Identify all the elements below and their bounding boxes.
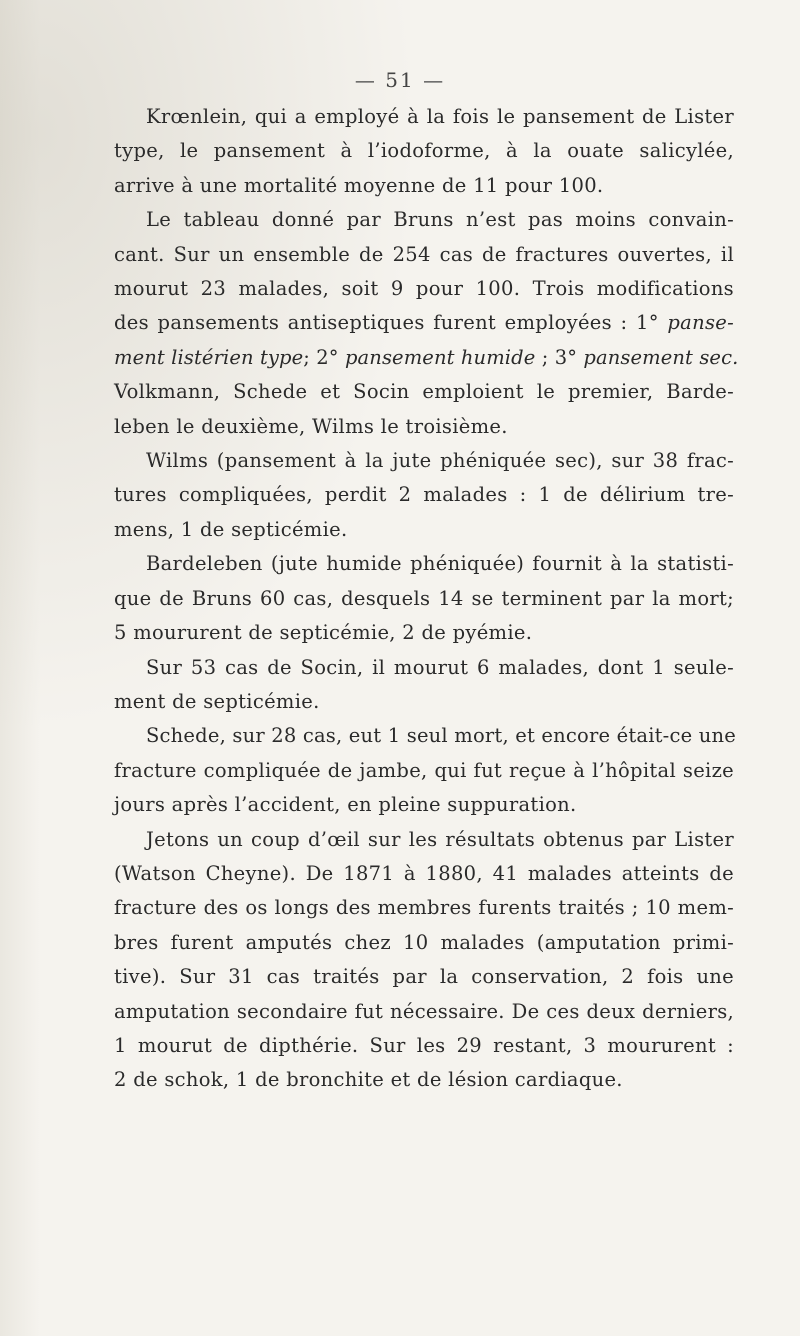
paragraph <box>82 547 734 650</box>
text-line: cant. Sur un ensemble de 254 cas de fractures ouvertes, il <box>114 242 734 266</box>
page-number: — 51 — <box>354 68 446 92</box>
text-line: tures compliquées, perdit 2 malades : 1 de délirium tre- <box>114 483 734 507</box>
body-text <box>82 100 739 1098</box>
text-line: Wilms (pansement à la jute phéniquée sec), sur 38 frac- <box>146 449 734 473</box>
text-line: tive). Sur 31 cas traités par la conservation, 2 fois une <box>114 965 734 989</box>
text-line: mourut 23 malades, soit 9 pour 100. Trois modifications <box>114 277 734 301</box>
text-line: des pansements antiseptiques furent employées : 1° panse- <box>114 311 734 335</box>
text-line: Schede, sur 28 cas, eut 1 seul mort, et encore était-ce une <box>146 724 736 748</box>
text-line: type, le pansement à l’iodoforme, à la ouate salicylée, <box>114 139 734 163</box>
paragraph <box>82 823 734 1098</box>
text-line: Bardeleben (jute humide phéniquée) fournit à la statisti- <box>146 552 734 576</box>
text-line: 1 mourut de dipthérie. Sur les 29 restant, 3 moururent : <box>114 1033 734 1057</box>
text-line: mens, 1 de septicémie. <box>114 517 348 541</box>
paragraph <box>82 444 734 547</box>
text-line: jours après l’accident, en pleine suppuration. <box>114 793 577 817</box>
text-line: que de Bruns 60 cas, desquels 14 se terminent par la mort; <box>114 586 734 610</box>
text-line: Volkmann, Schede et Socin emploient le premier, Barde- <box>114 380 734 404</box>
text-line: Sur 53 cas de Socin, il mourut 6 malades, dont 1 seule- <box>146 655 734 679</box>
text-line: (Watson Cheyne). De 1871 à 1880, 41 malades atteints de <box>114 861 734 885</box>
text-line: leben le deuxième, Wilms le troisième. <box>114 414 508 438</box>
text-line: bres furent amputés chez 10 malades (amputation primi- <box>114 930 734 954</box>
text-line: Le tableau donné par Bruns n’est pas moins convain- <box>146 208 734 232</box>
text-line: ment listérien type; 2° pansement humide ; 3° pansement sec. <box>114 345 739 369</box>
paragraph <box>82 651 734 720</box>
text-line: fracture compliquée de jambe, qui fut reçue à l’hôpital seize <box>114 758 734 782</box>
text-line: fracture des os longs des membres furents traités ; 10 mem- <box>114 896 734 920</box>
text-line: ment de septicémie. <box>114 689 320 713</box>
text-line: Jetons un coup d’œil sur les résultats obtenus par Lister <box>146 827 734 851</box>
text-line: Krœnlein, qui a employé à la fois le pansement de Lister <box>146 105 734 128</box>
paragraph <box>82 719 734 822</box>
text-line: 5 moururent de septicémie, 2 de pyémie. <box>114 621 533 645</box>
paragraph <box>82 100 734 203</box>
text-line: 2 de schok, 1 de bronchite et de lésion cardiaque. <box>114 1068 623 1092</box>
text-line: arrive à une mortalité moyenne de 11 pour 100. <box>114 173 604 197</box>
text-line: amputation secondaire fut nécessaire. De ces deux derniers, <box>114 999 734 1023</box>
paragraph <box>82 203 739 444</box>
